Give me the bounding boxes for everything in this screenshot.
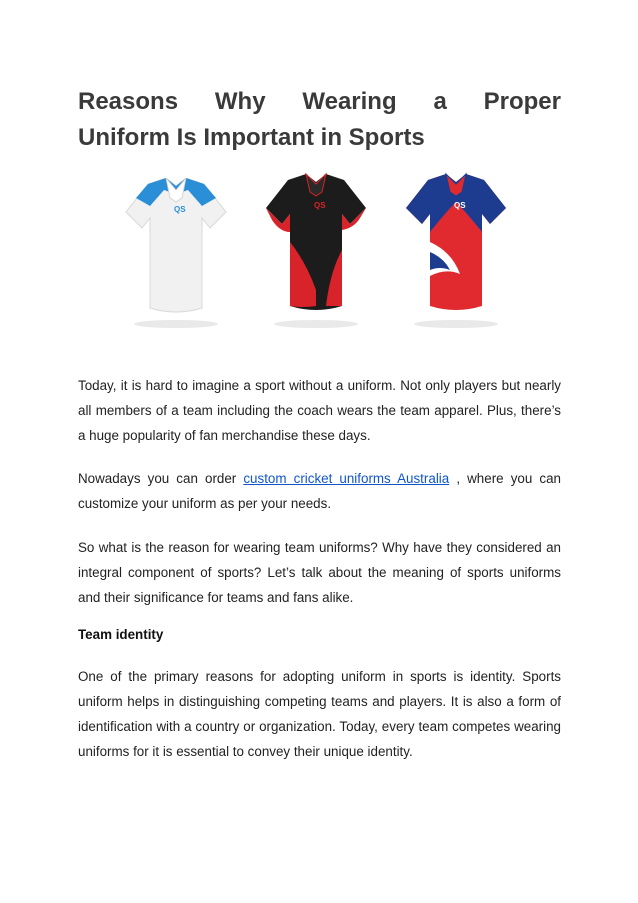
black-jersey: [266, 174, 366, 328]
shirt-logo-1: QS: [174, 205, 186, 214]
paragraph-team-identity: One of the primary reasons for adopting uniform in sports is identity. Sports uniform helps in distinguishing competing teams and players. It is also a form of identification with a country or organization. Today, every team competes wearing uniforms for it is essential to convey their unique identity.: [78, 669, 561, 759]
shirt-logo-3: QS: [454, 201, 466, 210]
red-jersey: [406, 174, 506, 328]
paragraph-order: [78, 466, 561, 516]
paragraph-order-after: , where you can customize your uniform as per your needs.: [78, 471, 561, 511]
document-title: [78, 84, 561, 156]
paragraph-order-before: Nowadays you can order: [78, 471, 244, 486]
title-line-2: Uniform Is Important in Sports: [78, 124, 425, 151]
title-line-1: Reasons Why Wearing a Proper: [78, 88, 561, 115]
custom-cricket-uniforms-link[interactable]: custom cricket uniforms Australia: [243, 471, 450, 486]
jerseys-image: [96, 170, 516, 330]
heading-team-identity: Team identity: [78, 627, 164, 642]
shirt-logo-2: QS: [314, 201, 326, 210]
paragraph-question: So what is the reason for wearing team uniforms? Why have they considered an integral component of sports? Let’s talk about the meaning of sports uniforms and their significance for teams and fans alike.: [78, 540, 561, 605]
paragraph-intro: Today, it is hard to imagine a sport without a uniform. Not only players but nearly all members of a team including the coach wears the team apparel. Plus, there’s a huge popularity of fan merchandise these days.: [78, 378, 561, 443]
white-jersey: [126, 178, 226, 328]
